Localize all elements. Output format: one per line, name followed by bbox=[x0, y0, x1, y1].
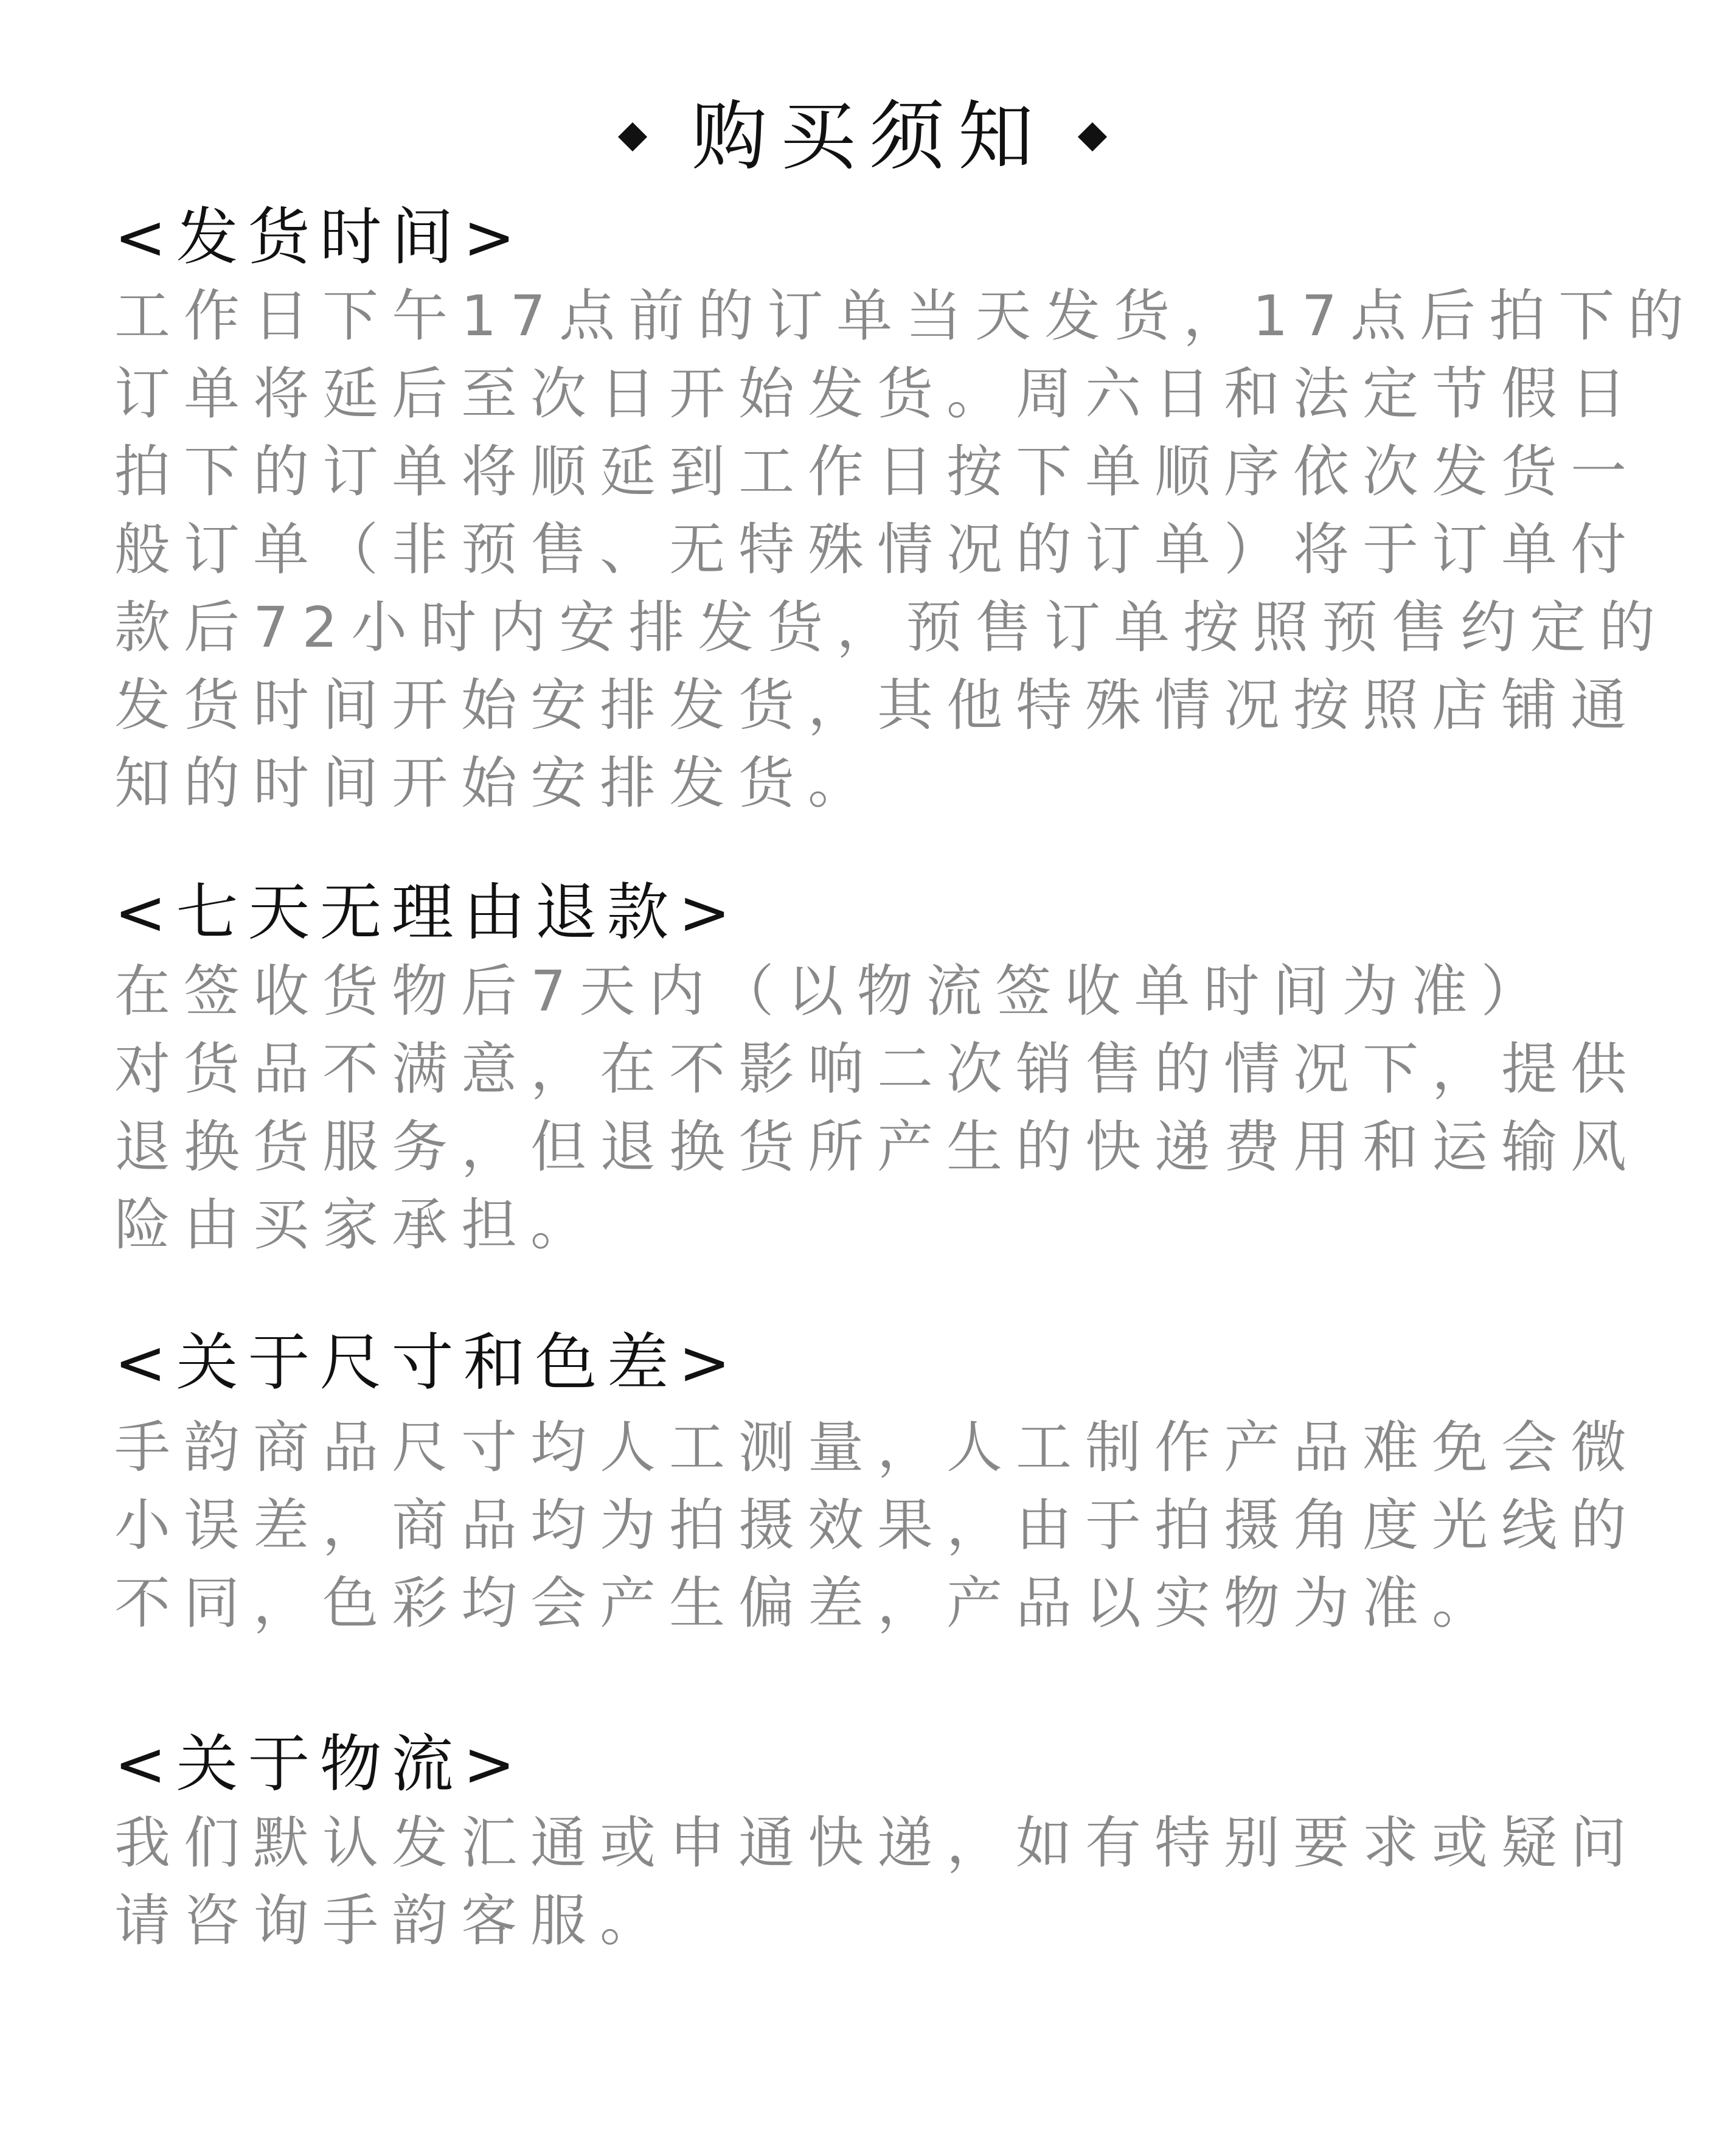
body-line: 我们默认发汇通或申通快递，如有特别要求或疑问 bbox=[114, 1810, 1640, 1876]
left-diamond-icon bbox=[618, 122, 647, 151]
body-line: 不同，色彩均会产生偏差，产品以实物为准。 bbox=[114, 1571, 1502, 1636]
section-body bbox=[114, 277, 1698, 822]
section-heading: <关于物流> bbox=[114, 1728, 525, 1801]
section-heading: <七天无理由退款> bbox=[114, 877, 740, 949]
body-line: 手韵商品尺寸均人工测量，人工制作产品难免会微 bbox=[114, 1415, 1640, 1481]
body-line: 知的时间开始安排发货。 bbox=[114, 751, 878, 816]
section-size-and-color bbox=[114, 1326, 1640, 1643]
section-heading: <发货时间> bbox=[114, 201, 525, 274]
section-body bbox=[114, 1804, 1640, 1960]
body-line: 在签收货物后7天内（以物流签收单时间为准） bbox=[114, 959, 1550, 1024]
section-seven-day-refund bbox=[114, 876, 1640, 1264]
page-title: 购买须知 bbox=[691, 93, 1047, 181]
body-line: 对货品不满意，在不影响二次销售的情况下，提供 bbox=[114, 1037, 1640, 1102]
body-line: 款后72小时内安排发货，预售订单按照预售约定的 bbox=[114, 595, 1669, 661]
body-line: 请咨询手韵客服。 bbox=[114, 1888, 670, 1954]
section-logistics bbox=[114, 1728, 1640, 1960]
body-line: 险由买家承担。 bbox=[114, 1192, 600, 1258]
body-line: 小误差，商品均为拍摄效果，由于拍摄角度光线的 bbox=[114, 1493, 1640, 1559]
body-line: 拍下的订单将顺延到工作日按下单顺序依次发货一 bbox=[114, 439, 1640, 505]
section-body bbox=[114, 953, 1640, 1264]
body-line: 般订单（非预售、无特殊情况的订单）将于订单付 bbox=[114, 517, 1640, 583]
body-line: 退换货服务，但退换货所产生的快递费用和运输风 bbox=[114, 1115, 1640, 1180]
body-line: 工作日下午17点前的订单当天发货，17点后拍下的 bbox=[114, 283, 1698, 349]
section-body bbox=[114, 1409, 1640, 1643]
section-shipping-time bbox=[114, 201, 1698, 822]
right-diamond-icon bbox=[1078, 122, 1107, 151]
body-line: 订单将延后至次日开始发货。周六日和法定节假日 bbox=[114, 361, 1640, 427]
body-line: 发货时间开始安排发货，其他特殊情况按照店铺通 bbox=[114, 673, 1640, 739]
section-heading: <关于尺寸和色差> bbox=[114, 1327, 740, 1399]
title-row bbox=[0, 88, 1725, 186]
